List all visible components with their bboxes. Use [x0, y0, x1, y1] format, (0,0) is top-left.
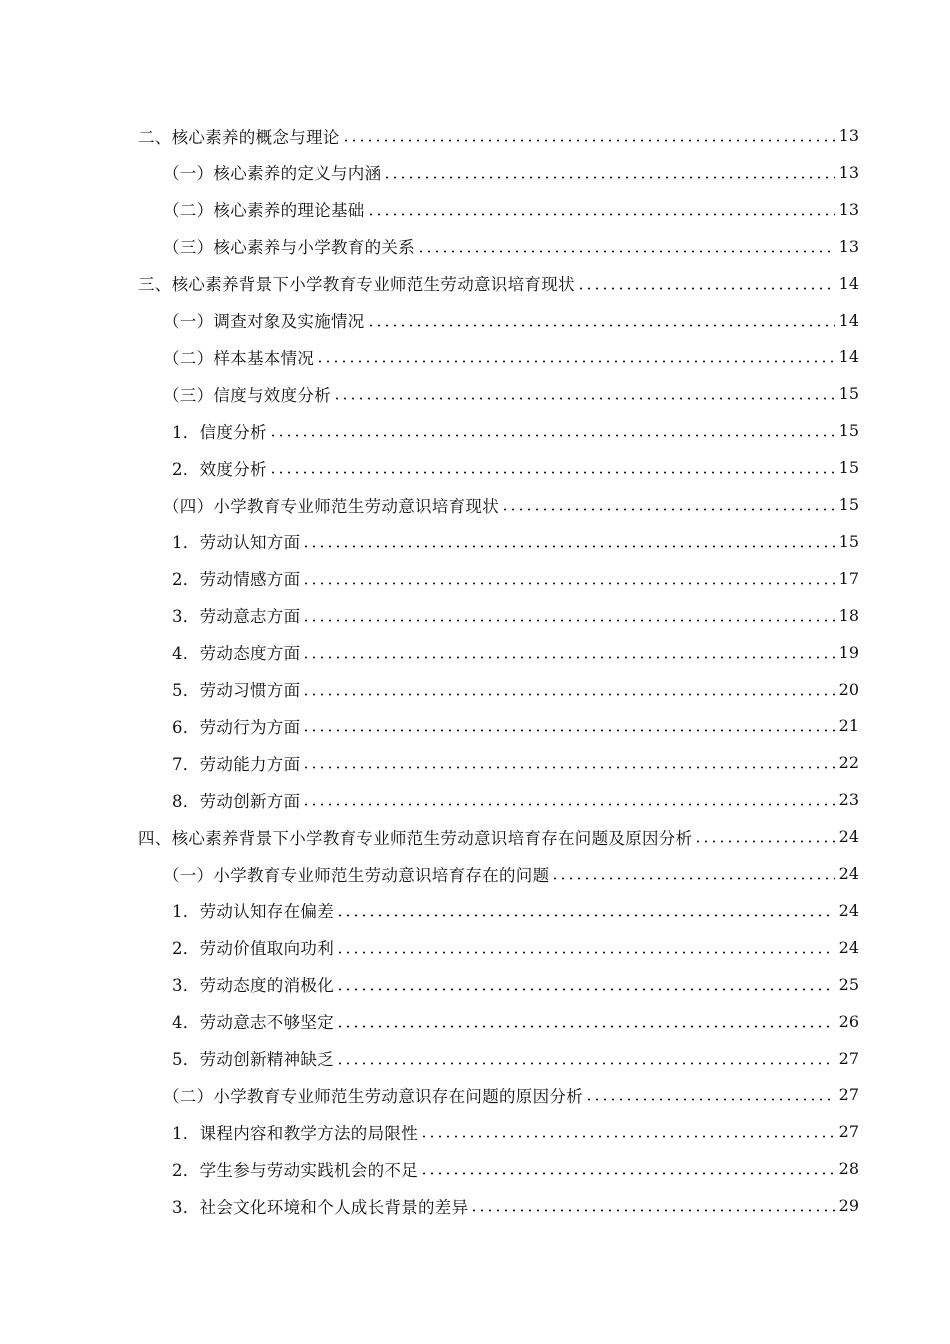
dot-leader [302, 656, 834, 659]
toc-entry[interactable] [172, 634, 859, 671]
toc-entry-page-number: 15 [838, 421, 859, 441]
toc-entry-title: （三）核心素养与小学教育的关系 [163, 238, 415, 258]
toc-entry-title: （一）小学教育专业师范生劳动意识培育存在的问题 [163, 865, 550, 885]
toc-entry-title: 2．劳动情感方面 [172, 570, 301, 590]
toc-entry[interactable] [138, 117, 859, 154]
toc-entry-page-number: 24 [838, 827, 859, 847]
toc-entry-page-number: 21 [838, 716, 859, 736]
toc-entry[interactable] [163, 154, 859, 191]
toc-entry-page-number: 27 [838, 1122, 859, 1142]
toc-entry-title: 1．劳动认知存在偏差 [172, 902, 334, 922]
toc-entry[interactable] [172, 966, 859, 1003]
toc-entry-title: （一）调查对象及实施情况 [163, 312, 365, 331]
toc-entry-title: 7．劳动能力方面 [172, 754, 301, 774]
dot-leader [302, 582, 834, 585]
toc-entry[interactable] [163, 375, 859, 412]
toc-entry-page-number: 15 [838, 384, 859, 404]
toc-entry-title: 1．劳动认知方面 [172, 533, 301, 553]
dot-leader [577, 287, 835, 290]
toc-entry[interactable] [172, 929, 859, 966]
toc-entry-title: 3．劳动意志方面 [172, 607, 301, 627]
toc-entry-title: （二）小学教育专业师范生劳动意识存在问题的原因分析 [163, 1086, 583, 1106]
toc-entry-page-number: 14 [838, 347, 859, 367]
toc-entry-title: 8．劳动创新方面 [172, 791, 301, 811]
toc-entry-title: 四、核心素养背景下小学教育专业师范生劳动意识培育存在问题及原因分析 [138, 828, 693, 848]
toc-entry-page-number: 19 [838, 642, 859, 662]
toc-entry-page-number: 13 [838, 162, 859, 182]
dot-leader [417, 250, 835, 253]
toc-entry-page-number: 15 [838, 495, 859, 514]
toc-entry-page-number: 24 [838, 864, 859, 883]
toc-entry[interactable] [172, 1187, 859, 1224]
dot-leader [333, 397, 835, 400]
toc-entry-page-number: 22 [838, 753, 859, 773]
toc-entry-page-number: 17 [838, 568, 859, 588]
dot-leader [420, 1172, 835, 1175]
toc-entry[interactable] [172, 523, 859, 560]
toc-entry[interactable] [163, 1076, 859, 1113]
dot-leader [694, 840, 834, 843]
toc-entry-title: （一）核心素养的定义与内涵 [163, 164, 382, 184]
toc-entry-title: 6．劳动行为方面 [172, 717, 301, 737]
toc-entry[interactable] [138, 818, 859, 855]
toc-entry-page-number: 15 [838, 458, 859, 478]
toc-entry-page-number: 27 [838, 1048, 859, 1068]
toc-entry[interactable] [172, 1150, 859, 1187]
dot-leader [302, 545, 834, 548]
toc-entry-page-number: 18 [838, 605, 859, 625]
toc-entry-page-number: 27 [838, 1085, 859, 1105]
toc-entry-title: 3．劳动态度的消极化 [172, 976, 334, 996]
toc-entry[interactable] [172, 1113, 859, 1150]
toc-entry-title: 二、核心素养的概念与理论 [138, 127, 340, 147]
toc-entry-page-number: 26 [838, 1011, 859, 1031]
toc-entry[interactable] [163, 855, 859, 892]
dot-leader [302, 693, 834, 696]
toc-entry[interactable] [172, 892, 859, 929]
dot-leader [336, 1062, 835, 1065]
toc-entry[interactable] [163, 228, 859, 265]
toc-entry-page-number: 28 [838, 1159, 859, 1179]
toc-entry-page-number: 24 [838, 937, 859, 957]
toc-entry-page-number: 29 [838, 1196, 859, 1216]
dot-leader [367, 324, 835, 327]
toc-entry-page-number: 24 [838, 900, 859, 920]
toc-entry-title: （三）信度与效度分析 [163, 385, 331, 405]
toc-entry-title: （二）核心素养的理论基础 [163, 201, 365, 221]
dot-leader [302, 729, 834, 732]
toc-entry[interactable] [172, 560, 859, 597]
toc-entry[interactable] [163, 191, 859, 228]
toc-entry[interactable] [172, 597, 859, 634]
toc-entry-title: 2．劳动价值取向功利 [172, 939, 334, 959]
toc-entry-page-number: 20 [838, 679, 859, 699]
dot-leader [383, 176, 834, 179]
toc-entry-title: 2．效度分析 [172, 459, 267, 479]
toc-entry-page-number: 23 [838, 790, 859, 810]
dot-leader [302, 619, 834, 622]
toc-entry-title: 1．信度分析 [172, 422, 267, 442]
dot-leader [551, 877, 834, 880]
toc-entry-page-number: 14 [838, 273, 859, 293]
dot-leader [316, 360, 834, 363]
toc-entry[interactable] [172, 671, 859, 708]
toc-entry-title: 1．课程内容和教学方法的局限性 [172, 1123, 418, 1143]
toc-entry-title: 5．劳动创新精神缺乏 [172, 1050, 334, 1069]
dot-leader [367, 213, 835, 216]
toc-entry[interactable] [163, 486, 859, 523]
toc-entry-title: 4．劳动意志不够坚定 [172, 1013, 334, 1033]
toc-entry-title: 3．社会文化环境和个人成长背景的差异 [172, 1197, 469, 1217]
dot-leader [269, 434, 835, 437]
toc-entry[interactable] [163, 302, 859, 339]
dot-leader [470, 1209, 834, 1212]
toc-entry-title: 4．劳动态度方面 [172, 644, 301, 664]
toc-entry[interactable] [172, 1003, 859, 1040]
toc-entry[interactable] [172, 781, 859, 818]
toc-entry-title: （四）小学教育专业师范生劳动意识培育现状 [163, 496, 499, 516]
toc-entry-title: 2．学生参与劳动实践机会的不足 [172, 1160, 418, 1180]
dot-leader [501, 508, 835, 511]
dot-leader [302, 803, 834, 806]
dot-leader [336, 988, 835, 991]
dot-leader [336, 914, 835, 917]
dot-leader [342, 139, 835, 142]
toc-entry-title: 三、核心素养背景下小学教育专业师范生劳动意识培育现状 [138, 275, 575, 295]
toc-entry[interactable] [172, 1040, 859, 1077]
dot-leader [269, 471, 835, 474]
toc-entry[interactable] [163, 338, 859, 375]
toc-entry-page-number: 13 [838, 126, 859, 145]
toc-entry[interactable] [172, 412, 859, 449]
dot-leader [336, 1025, 835, 1028]
dot-leader [585, 1098, 835, 1101]
toc-entry[interactable] [138, 265, 859, 302]
dot-leader [420, 1135, 835, 1138]
dot-leader [302, 766, 834, 769]
toc-entry[interactable] [172, 707, 859, 744]
toc-entry-page-number: 15 [838, 531, 859, 551]
toc-entry[interactable] [172, 744, 859, 781]
toc-entry-title: （二）样本基本情况 [163, 348, 315, 368]
toc-entry-title: 5．劳动习惯方面 [172, 681, 301, 700]
toc-entry[interactable] [172, 449, 859, 486]
dot-leader [336, 951, 835, 954]
toc-entry-page-number: 13 [838, 236, 859, 256]
toc-entry-page-number: 13 [838, 199, 859, 219]
toc-entry-page-number: 25 [838, 974, 859, 994]
toc-entry-page-number: 14 [838, 310, 859, 330]
